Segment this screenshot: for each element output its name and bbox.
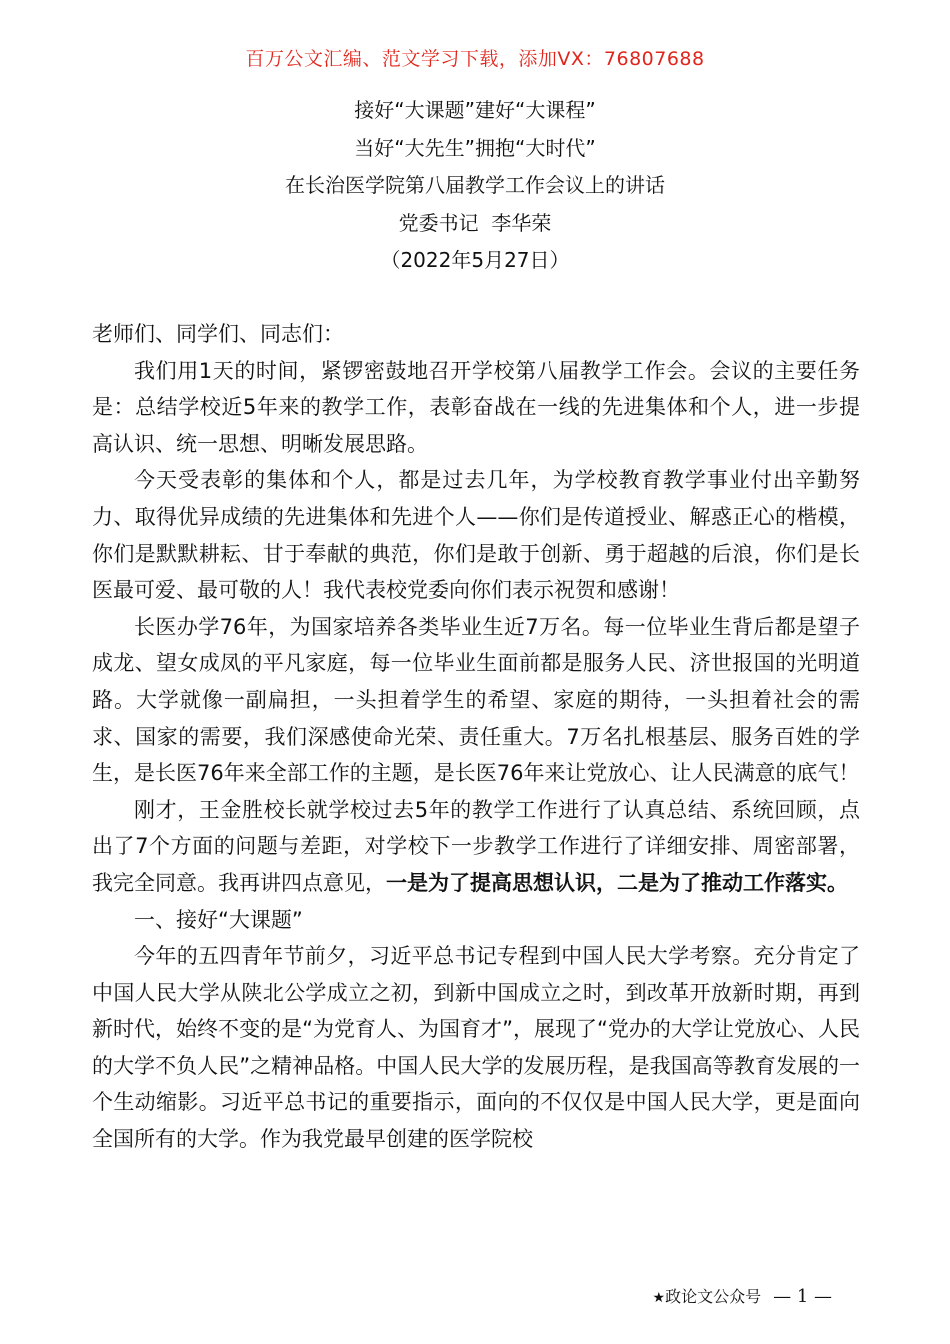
date-line: （2022年5月27日） bbox=[380, 248, 570, 272]
paragraph-5: 今年的五四青年节前夕，习近平总书记专程到中国人民大学考察。充分肯定了中国人民大学从陕北公学成立之初，到新中国成立之时，到改革开放新时期，再到新时代，始终不变的是“为党育人、为国育才”，展现了“党办的大学让党放心、人民的大学不负人民”之精神品格。中国人民大学的发展历程，是我国高等教育发展的一个生动缩影。习近平总书记的重要指示，面向的不仅仅是中国人民大学，更是面向全国所有的大学。作为我党最早创建的医学院校 bbox=[92, 944, 860, 1152]
star-icon: ★ bbox=[652, 1290, 666, 1306]
paragraph-1: 我们用1天的时间，紧锣密鼓地召开学校第八届教学工作会。会议的主要任务是：总结学校近5年来的教学工作，表彰奋战在一线的先进集体和个人，进一步提高认识、统一思想、明晰发展思路。 bbox=[92, 358, 860, 456]
speaker-line: 党委书记 李华荣 bbox=[398, 210, 552, 235]
paragraph-2: 今天受表彰的集体和个人，都是过去几年，为学校教育教学事业付出辛勤努力、取得优异成绩的先进集体和先进个人——你们是传道授业、解惑正心的楷模，你们是默默耕耘、甘于奉献的典范，你们是敢于创新、勇于超越的后浪，你们是长医最可爱、最可敬的人！我代表校党委向你们表示祝贺和感谢！ bbox=[92, 468, 860, 603]
paragraph-4 bbox=[92, 792, 860, 902]
footer-source: 政论文公众号 bbox=[665, 1287, 762, 1306]
title-line-1: 接好“大课题”建好“大课程” bbox=[354, 98, 596, 122]
promo-banner: 百万公文汇编、范文学习下载，添加VX：76807688 bbox=[245, 48, 705, 70]
salutation: 老师们、同学们、同志们： bbox=[92, 322, 344, 346]
title-line-2: 当好“大先生”拥抱“大时代” bbox=[354, 135, 596, 160]
section-heading-1: 一、接好“大课题” bbox=[134, 907, 303, 932]
paragraph-4-text: 刚才，王金胜校长就学校过去5年的教学工作进行了认真总结、系统回顾，点出了7个方面的问题与差距，对学校下一步教学工作进行了详细安排、周密部署，我完全同意。我再讲四点意见， bbox=[92, 797, 860, 895]
speech-body bbox=[92, 316, 860, 1158]
title-block bbox=[0, 92, 950, 280]
paragraph-4-emphasis: 一是为了提高思想认识，二是为了推动工作落实。 bbox=[386, 870, 848, 895]
title-line-3: 在长治医学院第八届教学工作会议上的讲话 bbox=[285, 173, 665, 197]
page-number: — 1 — bbox=[773, 1286, 832, 1307]
page-footer bbox=[653, 1284, 832, 1307]
paragraph-3: 长医办学76年，为国家培养各类毕业生近7万名。每一位毕业生背后都是望子成龙、望女成凤的平凡家庭，每一位毕业生面前都是服务人民、济世报国的光明道路。大学就像一副扁担，一头担着学生的希望、家庭的期待，一头担着社会的需求、国家的需要，我们深感使命光荣、责任重大。7万名扎根基层、服务百姓的学生，是长医76年来全部工作的主题，是长医76年来让党放心、让人民满意的底气！ bbox=[92, 614, 860, 786]
